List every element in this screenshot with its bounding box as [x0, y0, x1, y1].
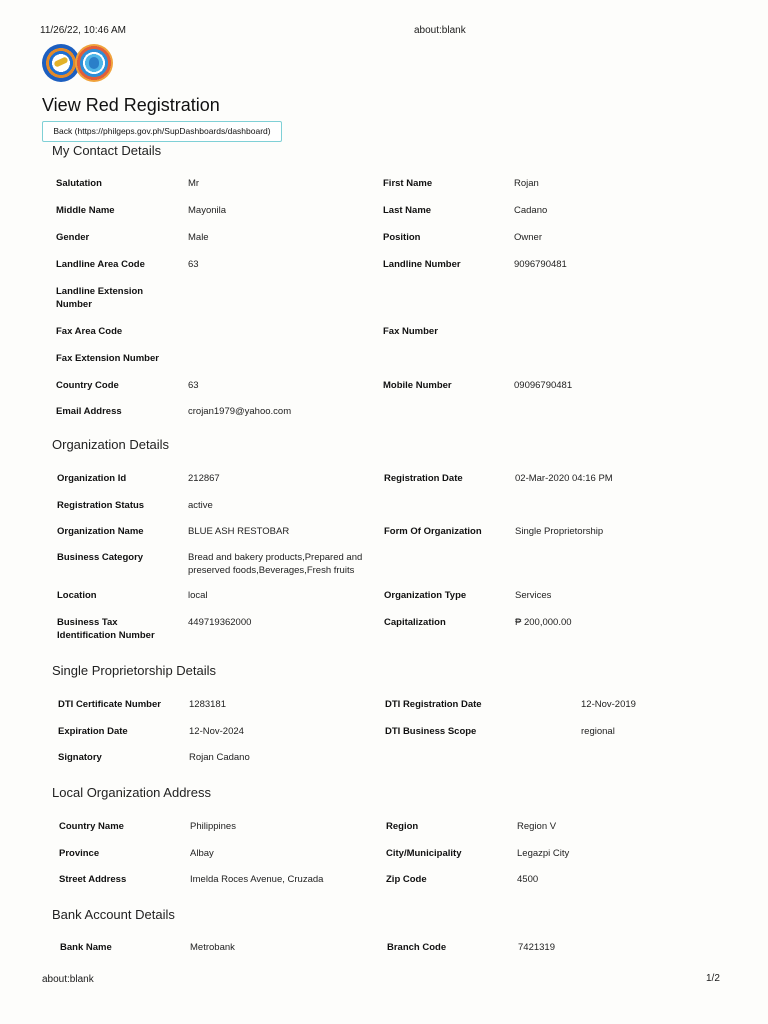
field-value: Services [515, 590, 552, 601]
field-label: Registration Date [384, 473, 463, 484]
field-label: Landline Area Code [56, 259, 145, 270]
field-label: Fax Area Code [56, 326, 123, 337]
field-value: 12-Nov-2024 [189, 726, 244, 737]
print-footer-url: about:blank [42, 974, 94, 985]
field-label: Branch Code [387, 942, 447, 953]
field-value: 449719362000 [188, 617, 252, 628]
field-label: First Name [383, 178, 433, 189]
field-label: Gender [56, 232, 90, 243]
field-value: Rojan Cadano [189, 752, 250, 763]
field-value: Owner [514, 232, 542, 243]
field-value: 63 [188, 259, 199, 270]
field-value: Single Proprietorship [515, 526, 604, 537]
field-label: Middle Name [56, 205, 115, 216]
program-seal-logo [75, 44, 113, 82]
field-value: ₱ 200,000.00 [515, 617, 572, 628]
field-value: Albay [190, 848, 214, 859]
field-label: Region [386, 821, 419, 832]
field-label: Signatory [58, 752, 102, 763]
field-label: Organization Name [57, 526, 144, 537]
page-title: View Red Registration [42, 95, 220, 115]
field-label: Organization Type [384, 590, 467, 601]
field-label: DTI Certificate Number [58, 699, 161, 710]
field-value: 09096790481 [514, 380, 573, 391]
field-label: Last Name [383, 205, 432, 216]
print-footer-page-number: 1/2 [706, 973, 720, 984]
logo-group [42, 44, 114, 84]
section-title: Local Organization Address [52, 785, 211, 800]
field-label: Landline Extension Number [56, 286, 144, 310]
field-label: Landline Number [383, 259, 461, 270]
field-label: Business Tax Identification Number [57, 617, 155, 641]
field-value: 1283181 [189, 699, 226, 710]
print-header-datetime: 11/26/22, 10:46 AM [40, 25, 126, 36]
field-label: Organization Id [57, 473, 127, 484]
field-value: 02-Mar-2020 04:16 PM [515, 473, 613, 484]
field-label: Country Name [59, 821, 124, 832]
field-value: crojan1979@yahoo.com [188, 406, 292, 417]
field-label: Zip Code [386, 874, 427, 885]
field-label: Street Address [59, 874, 127, 885]
field-value: Mayonila [188, 205, 227, 216]
field-label: Expiration Date [58, 726, 128, 737]
field-value: 212867 [188, 473, 220, 484]
field-value: active [188, 500, 213, 511]
section-title: Organization Details [52, 437, 170, 452]
field-value: Region V [517, 821, 557, 832]
field-value: local [188, 590, 208, 601]
field-label: City/Municipality [386, 848, 462, 859]
field-label: Email Address [56, 406, 122, 417]
field-value: BLUE ASH RESTOBAR [188, 526, 290, 537]
field-label: DTI Registration Date [385, 699, 482, 710]
section-title: Bank Account Details [52, 907, 175, 922]
field-label: Country Code [56, 380, 119, 391]
field-value: Imelda Roces Avenue, Cruzada [190, 874, 324, 885]
field-value: Cadano [514, 205, 548, 216]
field-label: Location [57, 590, 97, 601]
field-value: regional [581, 726, 615, 737]
field-label: Province [59, 848, 100, 859]
field-value: Legazpi City [517, 848, 570, 859]
field-value: 63 [188, 380, 199, 391]
field-value: Male [188, 232, 209, 243]
section-title: My Contact Details [52, 143, 162, 158]
back-link[interactable]: Back (https://philgeps.gov.ph/SupDashboards/dashboard) [42, 121, 282, 142]
field-value: Bread and bakery products,Prepared and preserved foods,Beverages,Fresh fruits [188, 552, 363, 576]
field-label: Bank Name [60, 942, 112, 953]
field-label: DTI Business Scope [385, 726, 477, 737]
field-value: Rojan [514, 178, 539, 189]
section-title: Single Proprietorship Details [52, 663, 217, 678]
field-value: 7421319 [518, 942, 555, 953]
field-label: Registration Status [57, 500, 145, 511]
print-header-url: about:blank [414, 25, 466, 36]
field-label: Position [383, 232, 421, 243]
field-label: Mobile Number [383, 380, 452, 391]
field-value: Mr [188, 178, 200, 189]
field-value: Philippines [190, 821, 236, 832]
field-value: 12-Nov-2019 [581, 699, 636, 710]
field-value: Metrobank [190, 942, 235, 953]
field-value: 4500 [517, 874, 539, 885]
field-value: 9096790481 [514, 259, 567, 270]
field-label: Capitalization [384, 617, 446, 628]
field-label: Form Of Organization [384, 526, 482, 537]
field-label: Fax Number [383, 326, 438, 337]
field-label: Salutation [56, 178, 102, 189]
field-label: Fax Extension Number [56, 353, 159, 364]
field-label: Business Category [57, 552, 144, 563]
